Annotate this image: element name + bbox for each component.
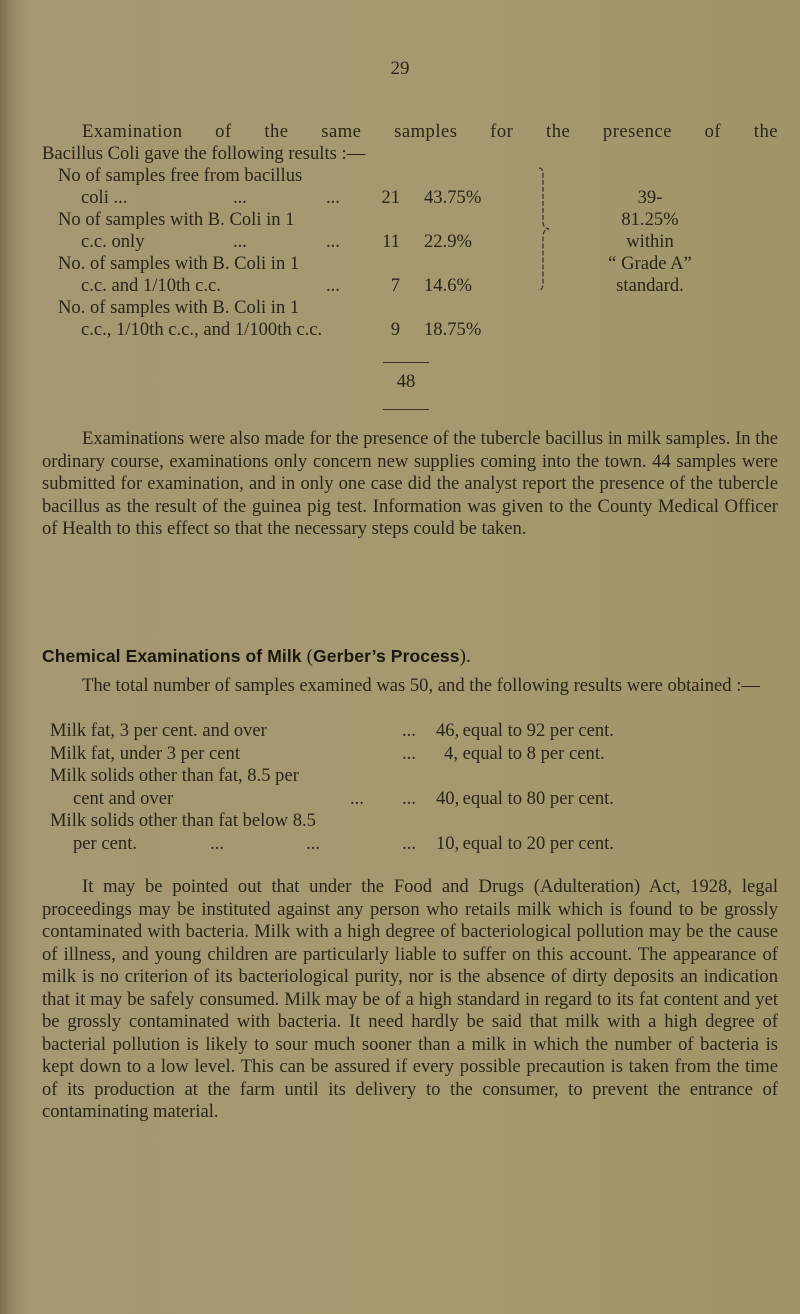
table-row bbox=[58, 297, 778, 341]
result-percent-text: equal to 8 per cent. bbox=[462, 742, 605, 764]
result-value bbox=[436, 788, 614, 811]
row-label: No of samples with B. Coli in 1 bbox=[58, 209, 295, 230]
result-label-continued: per cent. bbox=[73, 832, 138, 854]
sample-percent: 18.75% bbox=[424, 319, 482, 340]
grade-a-note-text: within bbox=[626, 231, 674, 252]
coli-intro-line2: Bacillus Coli gave the following results :— bbox=[42, 143, 366, 164]
heading-process: Gerber’s Process bbox=[313, 646, 460, 666]
leader-dots: ... bbox=[306, 832, 320, 854]
result-count: 46, bbox=[436, 720, 460, 741]
right-brace-icon bbox=[537, 166, 551, 292]
tubercle-paragraph: Examinations were also made for the presence of the tubercle bacillus in milk samples. In the ordinary course, examinations only concern new supplies coming into the town. 44 samples were submitted for examination, and in only one case did the analyst report the presence of the tubercle bacillus as the result of the guinea pig test. Information was given to the County Medical Officer of Health to this effect so that the necessary steps could be taken. bbox=[42, 428, 778, 539]
list-item bbox=[50, 810, 780, 855]
leader-dots: ... bbox=[402, 832, 416, 854]
result-percent-text: equal to 80 per cent. bbox=[462, 787, 614, 809]
row-label-continued: c.c., 1/10th c.c., and 1/100th c.c. bbox=[81, 319, 323, 340]
leader-dots: ... bbox=[402, 742, 416, 764]
grade-a-percent: 81.25% bbox=[621, 209, 679, 230]
row-label: No. of samples with B. Coli in 1 bbox=[58, 297, 300, 318]
row-label-continued: c.c. only bbox=[81, 231, 145, 252]
page-number: 29 bbox=[390, 58, 410, 79]
row-label-continued: coli ... bbox=[81, 187, 128, 208]
legal-paragraph: It may be pointed out that under the Food and Drugs (Adulteration) Act, 1928, legal proceedings may be instituted against any person who retails milk which is found to be grossly contaminated with bacteria. Milk with a high degree of bacteriological pollution may be the cause of illness, and young children are particularly liable to suffer on this account. The appearance of milk is no criterion of its bacteriological purity, nor is the absence of dirty deposits an indication that it may be safely consumed. Milk may be of a high standard in regard to its fat content and yet be grossly contaminated with bacteria. It need hardly be said that milk with a high degree of bacterial pollution is likely to sour much sooner than a milk in which the number of bacteria is kept down to a low level. This can be assured if every possible precaution is taken from the time of its production at the farm until its delivery to the consumer, to prevent the entrance of contaminating material. bbox=[42, 876, 778, 1122]
sample-percent: 43.75% bbox=[424, 187, 482, 208]
leader-dots: ... bbox=[326, 187, 340, 208]
row-label: No of samples free from bacillus bbox=[58, 165, 303, 186]
leader-dots: ... bbox=[233, 187, 247, 208]
result-count: 10, bbox=[436, 832, 460, 854]
grade-a-note-text: “ Grade A” bbox=[608, 253, 692, 274]
coli-intro-line1: Examination of the same samples for the presence of the bbox=[82, 121, 778, 142]
chemical-results-list bbox=[50, 720, 780, 855]
sample-count: 11 bbox=[382, 231, 400, 252]
coli-intro bbox=[42, 121, 778, 165]
leader-dots: ... bbox=[402, 787, 416, 809]
result-label: Milk solids other than fat, 8.5 per bbox=[50, 765, 299, 786]
grade-a-note-text: standard. bbox=[616, 275, 684, 296]
sample-count: 9 bbox=[390, 319, 400, 340]
row-label: No. of samples with B. Coli in 1 bbox=[58, 253, 300, 274]
grade-a-count: 39- bbox=[637, 187, 663, 208]
result-label: Milk solids other than fat below 8.5 bbox=[50, 810, 316, 831]
result-value bbox=[436, 743, 605, 766]
result-label: Milk fat, under 3 per cent bbox=[50, 742, 241, 764]
total-rule-top bbox=[383, 362, 429, 363]
section-heading-chemical bbox=[42, 646, 778, 668]
leader-dots: ... bbox=[350, 787, 364, 809]
total-rule-bottom bbox=[383, 409, 429, 410]
result-percent-text: equal to 92 per cent. bbox=[462, 720, 614, 741]
leader-dots: ... bbox=[326, 231, 340, 252]
chemical-intro-paragraph: The total number of samples examined was 50, and the following results were obtained :— bbox=[82, 675, 760, 696]
sample-count: 21 bbox=[381, 187, 400, 208]
result-value bbox=[436, 833, 614, 856]
result-label: Milk fat, 3 per cent. and over bbox=[50, 720, 267, 741]
result-percent-text: equal to 20 per cent. bbox=[462, 832, 614, 854]
sample-percent: 22.9% bbox=[424, 231, 473, 252]
sample-count: 7 bbox=[390, 275, 400, 296]
leader-dots: ... bbox=[326, 275, 340, 296]
result-count: 40, bbox=[436, 787, 460, 809]
list-item bbox=[50, 743, 780, 766]
heading-paren: ( bbox=[306, 646, 314, 667]
result-count: 4, bbox=[444, 742, 458, 764]
total-samples: 48 bbox=[396, 371, 416, 392]
list-item bbox=[50, 765, 780, 810]
heading-paren: ). bbox=[459, 646, 471, 667]
grade-a-note bbox=[560, 187, 740, 297]
leader-dots: ... bbox=[233, 231, 247, 252]
result-value bbox=[436, 720, 614, 743]
list-item bbox=[50, 720, 780, 743]
sample-percent: 14.6% bbox=[424, 275, 473, 296]
leader-dots: ... bbox=[210, 832, 224, 854]
result-label-continued: cent and over bbox=[73, 787, 174, 809]
heading-main: Chemical Examinations of Milk bbox=[42, 646, 307, 666]
row-label-continued: c.c. and 1/10th c.c. bbox=[81, 275, 221, 296]
leader-dots: ... bbox=[402, 720, 416, 741]
